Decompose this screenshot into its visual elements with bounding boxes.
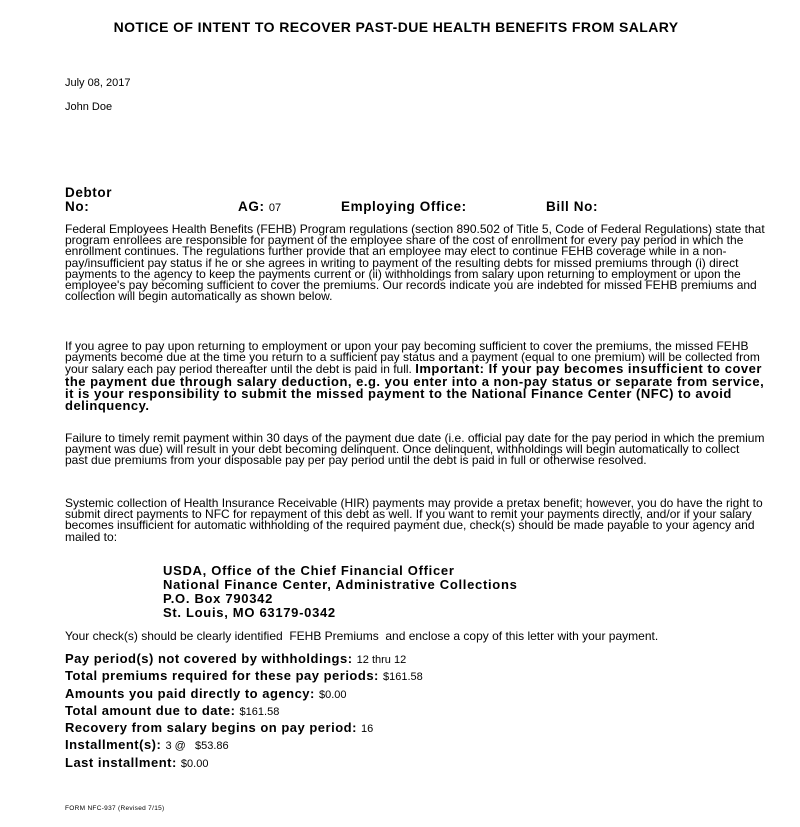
paragraph-pay-agreement-text: If you agree to pay upon returning to employment or upon your pay becoming sufficient to cover the premiums, the missed FEHB payments become due at the time you return to a sufficient pay status and a payment (equal to one premium) will be collected from your salary each pay period thereafter until the debt is paid in full. [65, 339, 760, 377]
summary-row-installments [65, 737, 423, 754]
address-line: USDA, Office of the Chief Financial Officer [163, 563, 455, 578]
summary-value: $161.58 [383, 671, 423, 684]
ag-field [238, 199, 281, 214]
summary-row-recovery [65, 720, 423, 737]
summary-row-pay-periods [65, 651, 423, 668]
summary-label: Total amount due to date: [65, 702, 236, 718]
summary-row-last-installment [65, 755, 423, 772]
address-line: P.O. Box 790342 [163, 591, 273, 606]
payment-summary [65, 651, 423, 772]
debtor-label: Debtor [65, 185, 113, 200]
paragraph-direct-payment: Systemic collection of Health Insurance Receivable (HIR) payments may provide a pretax benefit; however, you do have the right to submit direct payments to NFC for repayment of this debt as well. If you want to remit your payments directly, and/or if your salary becomes insufficient for automatic withholding of the required payment due, check(s) should be made payable to your agency and mailed to: [65, 496, 763, 544]
summary-label: Last installment: [65, 754, 177, 770]
address-line: St. Louis, MO 63179-0342 [163, 605, 336, 620]
summary-label: Pay period(s) not covered by withholdings: [65, 651, 353, 666]
paragraph-delinquency: Failure to timely remit payment within 30 days of the payment due date (i.e. official pay date for the pay period in which the premium payment was due) will result in your debt becoming delinquent. Once delinquent, withholdings will begin automatically to collect past due premiums from your disposable pay per pay period until the debt is paid in full or otherwise resolved. [65, 431, 765, 468]
paragraph-fehb-regulations: Federal Employees Health Benefits (FEHB) Program regulations (section 890.502 of Title 5, Code of Federal Regulations) state that program enrollees are responsible for payment of the employee share of the cost of enrollment for every pay period in which the enrollment continues. The regulations further provide that an employee may elect to continue FEHB coverage while in a non-pay/insufficient pay status if he or she agrees in writing to payment of the resulting debts for missed premiums through (i) direct payments to the agency to keep the payments current or (ii) withholdings from salary upon returning to employment or upon the employee's pay becoming sufficient to cover the premiums. Our records indicate you are indebted for missed FEHB premiums and collection will begin automatically as shown below. [65, 222, 765, 304]
bill-no-label: Bill No: [546, 199, 599, 214]
summary-label: Total premiums required for these pay periods: [65, 668, 379, 684]
recipient-name: John Doe [65, 101, 113, 113]
form-footer: FORM NFC-937 (Revised 7/15) [65, 805, 165, 812]
debtor-no-label: No: [65, 199, 90, 214]
summary-value: $0.00 [319, 688, 347, 701]
summary-value: 16 [361, 723, 374, 736]
employing-office-label: Employing Office: [341, 199, 467, 214]
summary-value: 3 @ $53.86 [165, 740, 229, 753]
page-title: NOTICE OF INTENT TO RECOVER PAST-DUE HEALTH BENEFITS FROM SALARY [113, 19, 679, 35]
summary-value: $0.00 [180, 757, 209, 770]
summary-label: Recovery from salary begins on pay period: [65, 720, 357, 736]
summary-value: 12 thru 12 [356, 654, 407, 666]
check-identification-note: Your check(s) should be clearly identified FEHB Premiums and enclose a copy of this letter with your payment. [65, 629, 659, 643]
important-notice: Important: If your pay becomes insufficient to cover the payment due through salary deduction, e.g. you enter into a non-pay status or separate from service, it is your responsibility to submit the missed payment to the National Finance Center (NFC) to avoid delinquency. [65, 361, 765, 414]
summary-value: $161.58 [239, 705, 280, 718]
summary-row-total-premiums [65, 668, 423, 685]
summary-row-paid-directly [65, 686, 423, 703]
summary-label: Amounts you paid directly to agency: [65, 685, 315, 701]
ag-label: AG: [238, 199, 265, 214]
address-line: National Finance Center, Administrative Collections [163, 577, 518, 592]
ag-value: 07 [268, 202, 282, 214]
summary-row-total-due [65, 703, 423, 720]
letter-date: July 08, 2017 [65, 77, 131, 89]
paragraph-pay-agreement [65, 341, 765, 412]
summary-label: Installment(s): [65, 737, 162, 753]
mailing-address [163, 564, 518, 620]
